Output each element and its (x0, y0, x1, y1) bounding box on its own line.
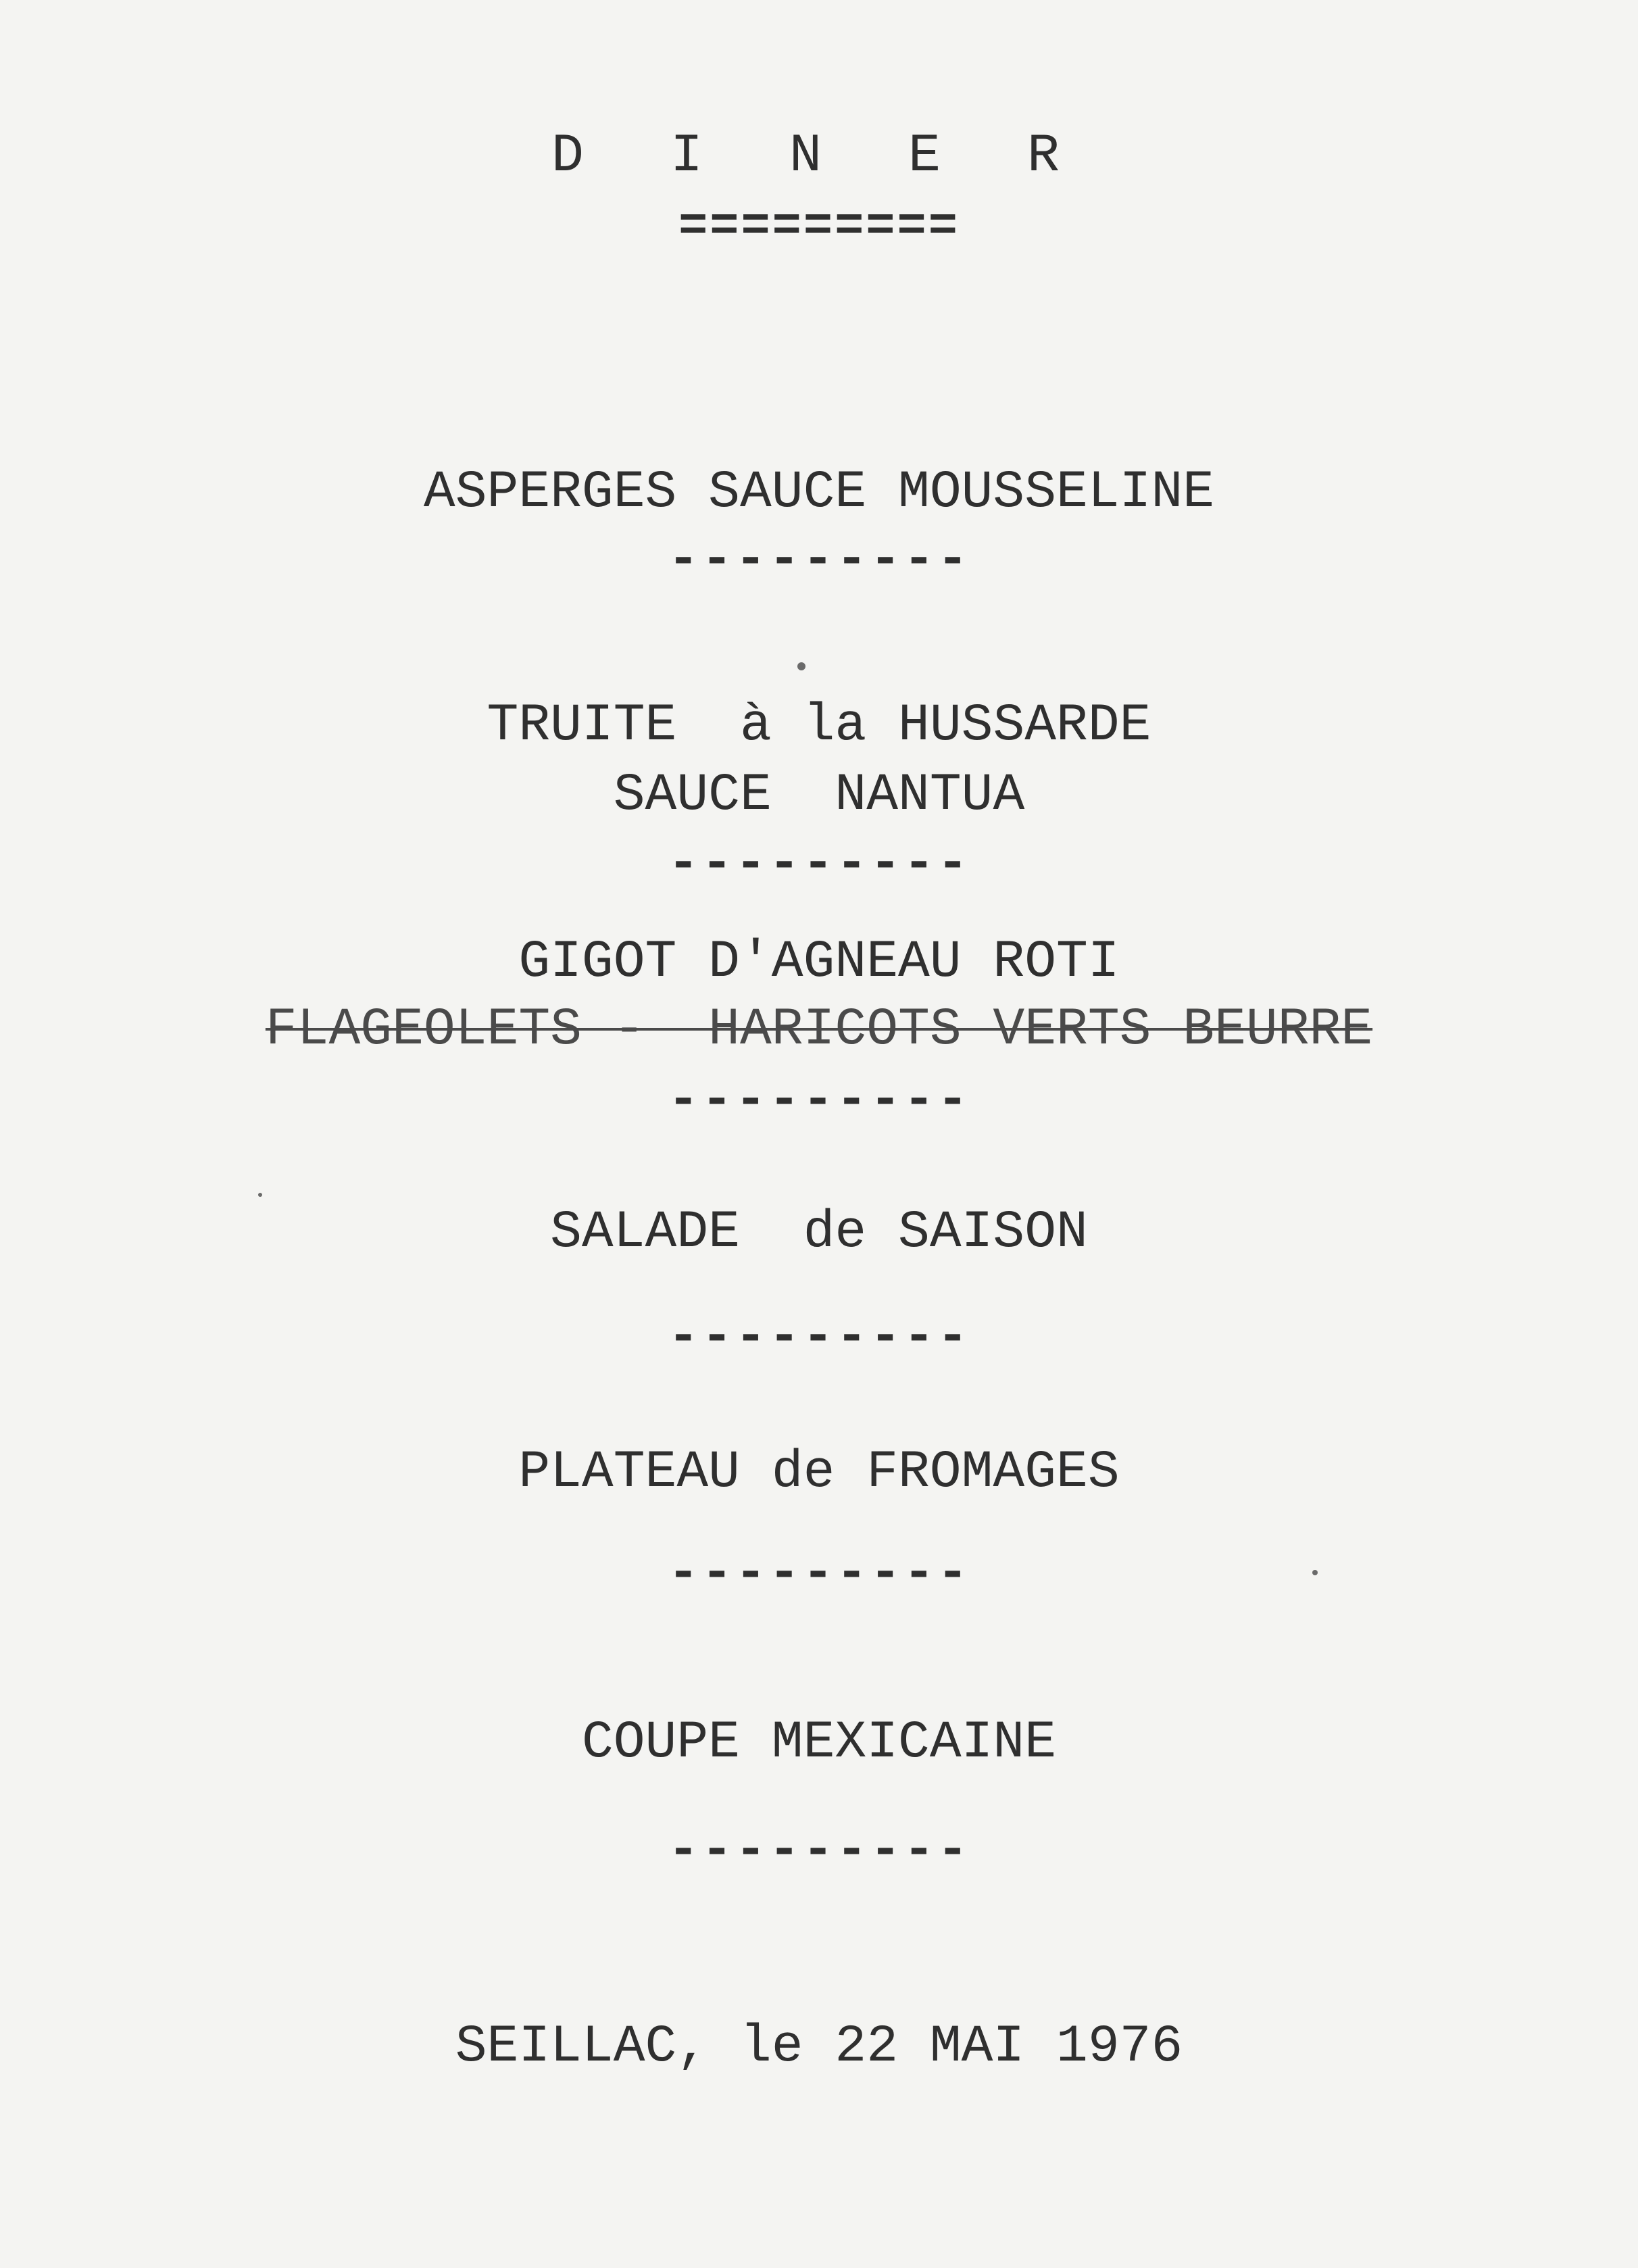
course-fromages: PLATEAU de FROMAGES (518, 1443, 1120, 1502)
separator: --------- (667, 1071, 971, 1131)
course-truite: TRUITE à la HUSSARDE (487, 696, 1151, 756)
course-dessert: COUPE MEXICAINE (581, 1713, 1057, 1773)
course-gigot-garnish: FLAGEOLETS - HARICOTS VERTS BEURRE (265, 1000, 1373, 1060)
menu-footer-date: SEILLAC, le 22 MAI 1976 (455, 2017, 1183, 2077)
separator: --------- (667, 1308, 971, 1367)
separator: --------- (667, 835, 971, 894)
course-asperges: ASPERGES SAUCE MOUSSELINE (423, 463, 1215, 522)
menu-title: D I N E R (551, 126, 1087, 187)
course-salade: SALADE de SAISON (550, 1203, 1088, 1262)
separator: --------- (667, 1821, 971, 1881)
separator: --------- (667, 1544, 971, 1604)
separator: --------- (667, 531, 971, 590)
course-gigot: GIGOT D'AGNEAU ROTI (518, 933, 1120, 992)
ink-speck (1312, 1570, 1318, 1575)
ink-speck (797, 662, 805, 670)
ink-speck (258, 1193, 262, 1197)
title-rule: ========= (678, 199, 960, 255)
course-truite-sauce: SAUCE NANTUA (613, 766, 1025, 825)
